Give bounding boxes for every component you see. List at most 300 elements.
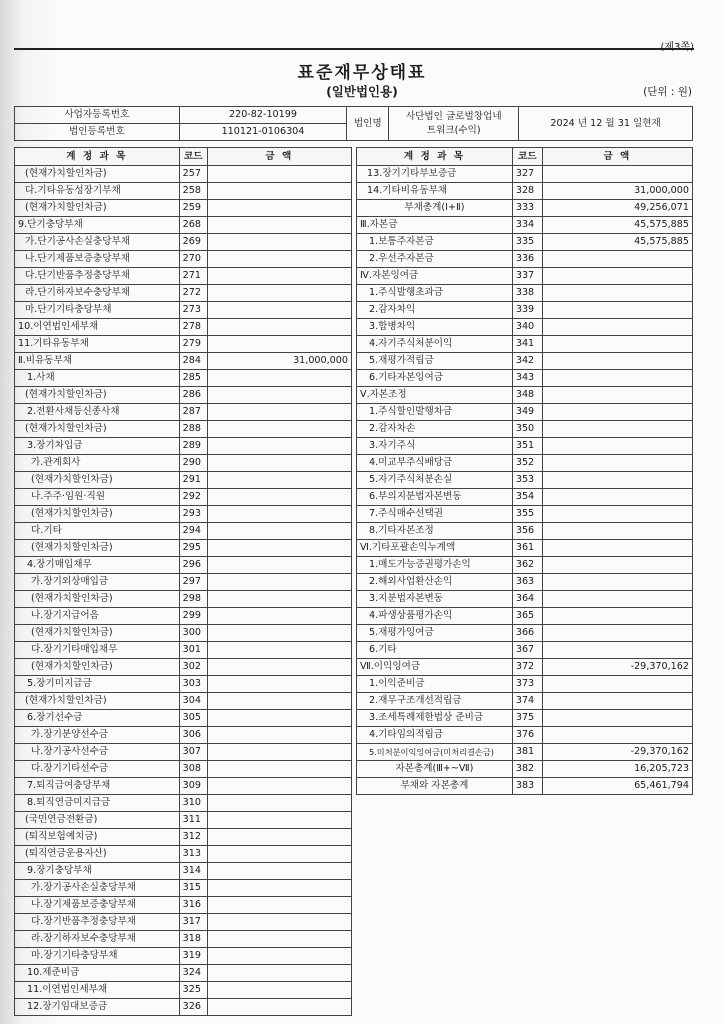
account-code: 352 (512, 455, 542, 472)
left-account-row (15, 625, 352, 642)
account-name: 1.주식발행초과금 (357, 285, 513, 302)
account-amount (542, 506, 692, 523)
account-code: 302 (179, 659, 207, 676)
account-amount (542, 302, 692, 319)
account-name: (현재가치할인차금) (15, 625, 180, 642)
account-code: 350 (512, 421, 542, 438)
account-amount (542, 472, 692, 489)
account-code: 257 (179, 166, 207, 183)
corp-name-label: 법인명 (347, 107, 389, 141)
account-name: Ⅶ.이익잉여금 (357, 659, 513, 676)
account-amount: 49,256,071 (542, 200, 692, 217)
account-code: 372 (512, 659, 542, 676)
right-account-row (357, 251, 693, 268)
account-code: 271 (179, 268, 207, 285)
left-account-row (15, 778, 352, 795)
left-account-row (15, 574, 352, 591)
right-account-row (357, 778, 693, 795)
account-amount (207, 506, 351, 523)
account-name: 2.재무구조개선적립금 (357, 693, 513, 710)
left-account-row (15, 302, 352, 319)
account-amount (542, 693, 692, 710)
account-name: (현재가치할인차금) (15, 387, 180, 404)
account-name: 4.미교부주식배당금 (357, 455, 513, 472)
account-amount (542, 642, 692, 659)
left-account-row (15, 404, 352, 421)
account-name: 6.기타자본잉여금 (357, 370, 513, 387)
account-amount (542, 285, 692, 302)
left-col-code: 코드 (179, 148, 207, 166)
right-account-row (357, 455, 693, 472)
right-account-row (357, 642, 693, 659)
corp-name-line1: 사단법인 글로벌창업네 (405, 110, 502, 122)
left-account-row (15, 829, 352, 846)
account-name: 가.장기분양선수금 (15, 727, 180, 744)
left-account-row (15, 761, 352, 778)
left-account-row (15, 166, 352, 183)
account-code: 298 (179, 591, 207, 608)
left-account-row (15, 880, 352, 897)
account-amount (207, 982, 351, 999)
account-code: 319 (179, 948, 207, 965)
account-name: 13.장기기타부보증금 (357, 166, 513, 183)
account-amount (207, 489, 351, 506)
account-name: 1.매도가능증권평가손익 (357, 557, 513, 574)
account-code: 383 (512, 778, 542, 795)
account-code: 349 (512, 404, 542, 421)
account-name: 10.이연법인세부채 (15, 319, 180, 336)
account-amount (207, 880, 351, 897)
account-code: 339 (512, 302, 542, 319)
account-name: Ⅵ.기타포괄손익누계액 (357, 540, 513, 557)
right-account-row (357, 710, 693, 727)
right-account-row (357, 438, 693, 455)
account-amount (542, 251, 692, 268)
left-account-row (15, 421, 352, 438)
account-code: 306 (179, 727, 207, 744)
left-account-row (15, 608, 352, 625)
account-amount: -29,370,162 (542, 659, 692, 676)
account-code: 311 (179, 812, 207, 829)
account-name: Ⅴ.자본조정 (357, 387, 513, 404)
account-name: 가.장기외상매입금 (15, 574, 180, 591)
right-account-row (357, 761, 693, 778)
right-account-row (357, 744, 693, 761)
right-account-row (357, 421, 693, 438)
right-account-row (357, 183, 693, 200)
account-name: 가.장기공사손실충당부채 (15, 880, 180, 897)
left-account-row (15, 710, 352, 727)
account-amount (207, 608, 351, 625)
account-amount (207, 268, 351, 285)
right-account-row (357, 659, 693, 676)
account-name: 3.자기주식 (357, 438, 513, 455)
account-amount (542, 608, 692, 625)
account-name: (현재가치할인차금) (15, 540, 180, 557)
biz-reg-label: 사업자등록번호 (15, 107, 180, 124)
account-name: (현재가치할인차금) (15, 200, 180, 217)
account-name: 가.단기공사손실충당부채 (15, 234, 180, 251)
account-amount (542, 540, 692, 557)
account-code: 362 (512, 557, 542, 574)
account-amount (207, 795, 351, 812)
left-account-row (15, 183, 352, 200)
right-account-row (357, 625, 693, 642)
left-account-row (15, 268, 352, 285)
account-amount (207, 370, 351, 387)
account-amount (207, 812, 351, 829)
account-code: 353 (512, 472, 542, 489)
left-account-row (15, 863, 352, 880)
account-name: 자본총계(Ⅲ+~Ⅶ) (357, 761, 513, 778)
left-account-row (15, 557, 352, 574)
biz-reg-value: 220-82-10199 (179, 107, 347, 124)
account-amount: 16,205,723 (542, 761, 692, 778)
account-code: 310 (179, 795, 207, 812)
account-code: 341 (512, 336, 542, 353)
account-code: 356 (512, 523, 542, 540)
account-code: 382 (512, 761, 542, 778)
account-code: 366 (512, 625, 542, 642)
right-account-row (357, 472, 693, 489)
right-account-row (357, 302, 693, 319)
account-name: 다.기타유동성장기부채 (15, 183, 180, 200)
account-amount (207, 540, 351, 557)
left-account-row (15, 897, 352, 914)
account-amount (207, 948, 351, 965)
account-amount (207, 625, 351, 642)
account-code: 300 (179, 625, 207, 642)
account-amount (542, 421, 692, 438)
account-code: 269 (179, 234, 207, 251)
account-code: 314 (179, 863, 207, 880)
account-name: 다.단기반품추정충당부채 (15, 268, 180, 285)
page-subtitle: (일반법인용) (326, 84, 398, 99)
account-amount (207, 676, 351, 693)
right-account-row (357, 353, 693, 370)
left-account-row (15, 370, 352, 387)
account-amount (207, 574, 351, 591)
account-name: (현재가치할인차금) (15, 421, 180, 438)
account-amount (207, 846, 351, 863)
account-amount (542, 557, 692, 574)
account-amount (207, 914, 351, 931)
left-account-row (15, 795, 352, 812)
right-account-row (357, 608, 693, 625)
left-account-row (15, 931, 352, 948)
right-account-row (357, 404, 693, 421)
account-amount (542, 319, 692, 336)
right-account-row (357, 591, 693, 608)
account-code: 336 (512, 251, 542, 268)
account-amount (207, 200, 351, 217)
account-name: 2.감자차손 (357, 421, 513, 438)
account-name: 5.재평가적립금 (357, 353, 513, 370)
account-amount (542, 574, 692, 591)
account-amount: 45,575,885 (542, 217, 692, 234)
account-name: (현재가치할인차금) (15, 591, 180, 608)
account-amount (542, 625, 692, 642)
account-name: 나.장기지급어음 (15, 608, 180, 625)
right-account-row (357, 285, 693, 302)
account-name: Ⅳ.자본잉여금 (357, 268, 513, 285)
account-code: 375 (512, 710, 542, 727)
account-code: 342 (512, 353, 542, 370)
account-amount (207, 863, 351, 880)
account-name: 부채와 자본총계 (357, 778, 513, 795)
account-amount (542, 268, 692, 285)
account-code: 318 (179, 931, 207, 948)
account-amount (542, 166, 692, 183)
account-amount (207, 727, 351, 744)
account-name: 마.단기기타충당부채 (15, 302, 180, 319)
account-amount (207, 404, 351, 421)
account-amount (542, 676, 692, 693)
right-account-row (357, 387, 693, 404)
account-amount (207, 557, 351, 574)
corp-reg-label: 법인등록번호 (15, 124, 180, 141)
left-account-row (15, 285, 352, 302)
header-info-table (14, 106, 693, 141)
account-name: 6.부의지분법자본변동 (357, 489, 513, 506)
left-account-row (15, 914, 352, 931)
account-amount: 31,000,000 (542, 183, 692, 200)
account-code: 326 (179, 999, 207, 1016)
account-code: 308 (179, 761, 207, 778)
left-account-row (15, 251, 352, 268)
left-account-row (15, 319, 352, 336)
account-code: 295 (179, 540, 207, 557)
right-account-row (357, 727, 693, 744)
account-name: 3.지분법자본변동 (357, 591, 513, 608)
account-name: 가.관계회사 (15, 455, 180, 472)
account-code: 325 (179, 982, 207, 999)
account-name: 다.장기기타선수금 (15, 761, 180, 778)
right-account-row (357, 217, 693, 234)
left-account-row (15, 999, 352, 1016)
account-code: 294 (179, 523, 207, 540)
account-name: 4.장기매입채무 (15, 557, 180, 574)
account-code: 348 (512, 387, 542, 404)
account-name: 8.퇴직연금미지급금 (15, 795, 180, 812)
account-code: 307 (179, 744, 207, 761)
left-account-row (15, 676, 352, 693)
left-account-row (15, 540, 352, 557)
account-code: 340 (512, 319, 542, 336)
account-amount (542, 438, 692, 455)
left-account-row (15, 217, 352, 234)
account-amount (207, 285, 351, 302)
account-code: 288 (179, 421, 207, 438)
left-account-row (15, 200, 352, 217)
account-code: 290 (179, 455, 207, 472)
report-date: 2024 년 12 월 31 일현재 (519, 107, 693, 141)
account-code: 367 (512, 642, 542, 659)
account-name: 6.기타 (357, 642, 513, 659)
account-name: (현재가치할인차금) (15, 693, 180, 710)
account-name: 7.퇴직급여충당부채 (15, 778, 180, 795)
unit-label: (단위 : 원) (643, 86, 692, 98)
right-account-row (357, 574, 693, 591)
account-name: (퇴직연금운용자산) (15, 846, 180, 863)
account-amount (207, 897, 351, 914)
account-amount (207, 336, 351, 353)
account-amount (542, 387, 692, 404)
left-account-row (15, 523, 352, 540)
account-amount (542, 404, 692, 421)
left-account-row (15, 948, 352, 965)
corp-name-line2: 트워크(수익) (426, 124, 481, 136)
left-account-row (15, 642, 352, 659)
page-title: 표준재무상태표 (297, 63, 427, 83)
account-code: 327 (512, 166, 542, 183)
form-number: (제3쪽) (660, 42, 694, 53)
account-name: 1.사채 (15, 370, 180, 387)
account-code: 293 (179, 506, 207, 523)
account-amount (207, 455, 351, 472)
account-amount (542, 523, 692, 540)
account-name: Ⅱ.비유동부채 (15, 353, 180, 370)
account-amount: 65,461,794 (542, 778, 692, 795)
account-name: 다.장기반품추정충당부채 (15, 914, 180, 931)
account-name: (퇴직보험예치금) (15, 829, 180, 846)
account-code: 268 (179, 217, 207, 234)
account-amount (207, 591, 351, 608)
right-account-row (357, 319, 693, 336)
account-name: 11.기타유동부채 (15, 336, 180, 353)
account-name: (현재가치할인차금) (15, 166, 180, 183)
account-amount (207, 251, 351, 268)
account-code: 303 (179, 676, 207, 693)
account-name: 마.장기기타충당부채 (15, 948, 180, 965)
account-code: 285 (179, 370, 207, 387)
account-name: 8.기타자본조정 (357, 523, 513, 540)
left-account-row (15, 591, 352, 608)
account-name: 1.주식할인발행차금 (357, 404, 513, 421)
account-code: 305 (179, 710, 207, 727)
account-code: 363 (512, 574, 542, 591)
account-code: 312 (179, 829, 207, 846)
right-account-row (357, 693, 693, 710)
account-name: 3.조세특례제한법상 준비금 (357, 710, 513, 727)
right-account-row (357, 540, 693, 557)
account-code: 309 (179, 778, 207, 795)
left-account-row (15, 812, 352, 829)
account-code: 297 (179, 574, 207, 591)
account-amount (207, 931, 351, 948)
account-name: 2.전환사채등신종사채 (15, 404, 180, 421)
account-code: 361 (512, 540, 542, 557)
account-amount (542, 455, 692, 472)
account-amount (542, 336, 692, 353)
right-account-row (357, 523, 693, 540)
account-code: 299 (179, 608, 207, 625)
account-name: (현재가치할인차금) (15, 506, 180, 523)
right-account-row (357, 676, 693, 693)
right-col-account: 계 정 과 목 (357, 148, 513, 166)
account-code: 324 (179, 965, 207, 982)
account-name: Ⅲ.자본금 (357, 217, 513, 234)
left-account-row (15, 438, 352, 455)
account-code: 286 (179, 387, 207, 404)
account-name: 9.장기충당부채 (15, 863, 180, 880)
account-code: 272 (179, 285, 207, 302)
account-amount (207, 710, 351, 727)
account-amount (207, 421, 351, 438)
account-code: 284 (179, 353, 207, 370)
account-amount: 31,000,000 (207, 353, 351, 370)
account-name: 7.주식매수선택권 (357, 506, 513, 523)
account-amount (207, 744, 351, 761)
account-amount (207, 438, 351, 455)
account-name: 5.자기주식처분손실 (357, 472, 513, 489)
account-name: 2.우선주자본금 (357, 251, 513, 268)
account-name: 라.장기하자보수충당부채 (15, 931, 180, 948)
left-account-row (15, 489, 352, 506)
account-name: (현재가치할인차금) (15, 472, 180, 489)
account-amount (207, 693, 351, 710)
account-code: 351 (512, 438, 542, 455)
account-amount: 45,575,885 (542, 234, 692, 251)
left-account-row (15, 965, 352, 982)
account-amount (207, 965, 351, 982)
right-account-row (357, 489, 693, 506)
account-code: 292 (179, 489, 207, 506)
account-name: 5.미처분이익잉여금(미처리결손금) (357, 744, 513, 761)
account-code: 316 (179, 897, 207, 914)
account-name: 다.기타 (15, 523, 180, 540)
account-code: 287 (179, 404, 207, 421)
left-account-row (15, 659, 352, 676)
account-code: 338 (512, 285, 542, 302)
left-account-row (15, 744, 352, 761)
account-name: 나.장기제품보증충당부채 (15, 897, 180, 914)
account-code: 296 (179, 557, 207, 574)
account-amount (542, 370, 692, 387)
account-amount (207, 387, 351, 404)
left-account-row (15, 982, 352, 999)
account-amount (207, 761, 351, 778)
account-name: 11.이연법인세부채 (15, 982, 180, 999)
account-code: 381 (512, 744, 542, 761)
account-code: 289 (179, 438, 207, 455)
account-code: 376 (512, 727, 542, 744)
account-amount (207, 659, 351, 676)
right-account-row (357, 557, 693, 574)
account-code: 373 (512, 676, 542, 693)
right-account-row (357, 200, 693, 217)
top-rule (14, 48, 694, 50)
left-account-row (15, 693, 352, 710)
account-code: 270 (179, 251, 207, 268)
account-code: 355 (512, 506, 542, 523)
account-name: 14.기타비유동부채 (357, 183, 513, 200)
account-name: 3.장기차입금 (15, 438, 180, 455)
account-code: 334 (512, 217, 542, 234)
account-name: 나.장기공사선수금 (15, 744, 180, 761)
account-name: 4.자기주식처분이익 (357, 336, 513, 353)
left-col-amount: 금 액 (207, 148, 351, 166)
account-code: 365 (512, 608, 542, 625)
account-code: 301 (179, 642, 207, 659)
account-name: 나.단기제품보증충당부채 (15, 251, 180, 268)
account-amount: -29,370,162 (542, 744, 692, 761)
account-name: 2.해외사업환산손익 (357, 574, 513, 591)
account-name: 나.주주·임원·직원 (15, 489, 180, 506)
account-code: 333 (512, 200, 542, 217)
account-name: (현재가치할인차금) (15, 659, 180, 676)
account-code: 317 (179, 914, 207, 931)
